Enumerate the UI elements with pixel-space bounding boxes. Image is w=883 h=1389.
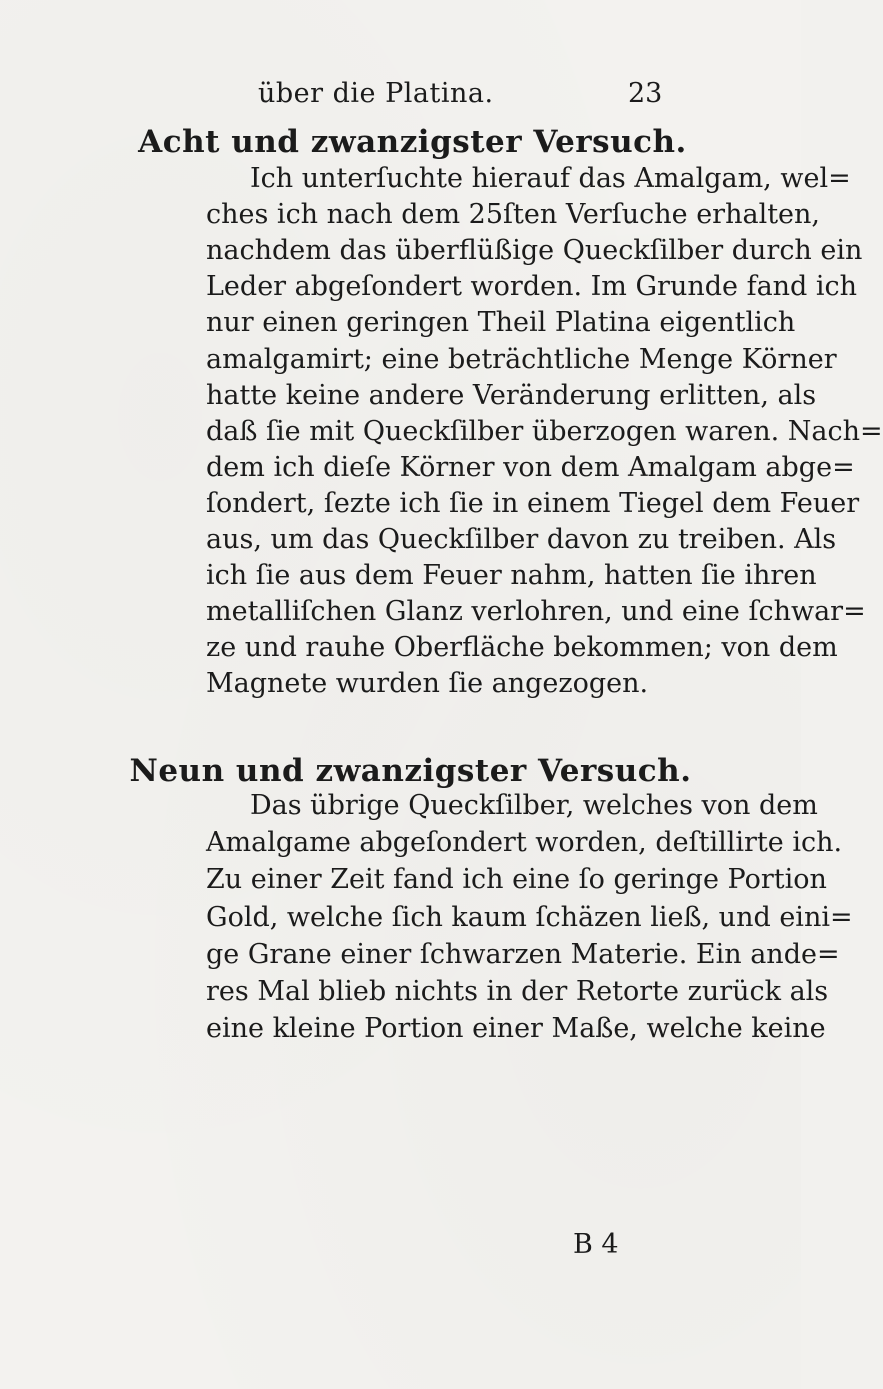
page-number: 23 [628, 78, 663, 109]
text-line: Amalgame abgeſondert worden, deſtillirte ich. [206, 827, 843, 858]
text-line: Gold, welche ſich kaum ſchäzen ließ, und eini= [206, 902, 853, 933]
signature-mark: B 4 [573, 1229, 619, 1260]
text-line: ge Grane einer ſchwarzen Materie. Ein ande= [206, 939, 840, 970]
text-line: nachdem das überflüßige Queckſilber durch ein [206, 235, 863, 266]
text-line: metalliſchen Glanz verlohren, und eine ſchwar= [206, 596, 866, 627]
text-line: ches ich nach dem 25ſten Verſuche erhalten, [206, 199, 820, 230]
text-line: Magnete wurden ſie angezogen. [206, 668, 649, 699]
section-heading-29: Neun und zwanzigster Versuch. [129, 753, 692, 789]
text-line: ze und rauhe Oberfläche bekommen; von dem [206, 632, 838, 663]
text-line: daß ſie mit Queckſilber überzogen waren. Nach= [206, 416, 883, 447]
text-line: nur einen geringen Theil Platina eigentlich [206, 307, 796, 338]
text-line: amalgamirt; eine beträchtliche Menge Körner [206, 344, 837, 375]
text-line: Zu einer Zeit fand ich eine ſo geringe Portion [206, 864, 827, 895]
text-line: res Mal blieb nichts in der Retorte zurück als [206, 976, 829, 1007]
page-header [0, 78, 801, 118]
running-title: über die Platina. [258, 78, 494, 109]
text-line: Ich unterſuchte hierauf das Amalgam, wel= [250, 163, 851, 194]
section-heading-28: Acht und zwanzigster Versuch. [138, 124, 687, 160]
text-line: ſondert, ſezte ich ſie in einem Tiegel dem Feuer [206, 488, 860, 519]
text-line: dem ich dieſe Körner von dem Amalgam abge= [206, 452, 855, 483]
text-line: Leder abgeſondert worden. Im Grunde fand ich [206, 271, 858, 302]
text-line: eine kleine Portion einer Maße, welche keine [206, 1013, 826, 1044]
text-line: Das übrige Queckſilber, welches von dem [250, 790, 818, 821]
text-line: ich ſie aus dem Feuer nahm, hatten ſie ihren [206, 560, 817, 591]
text-line: hatte keine andere Veränderung erlitten, als [206, 380, 817, 411]
text-line: aus, um das Queckſilber davon zu treiben. Als [206, 524, 837, 555]
